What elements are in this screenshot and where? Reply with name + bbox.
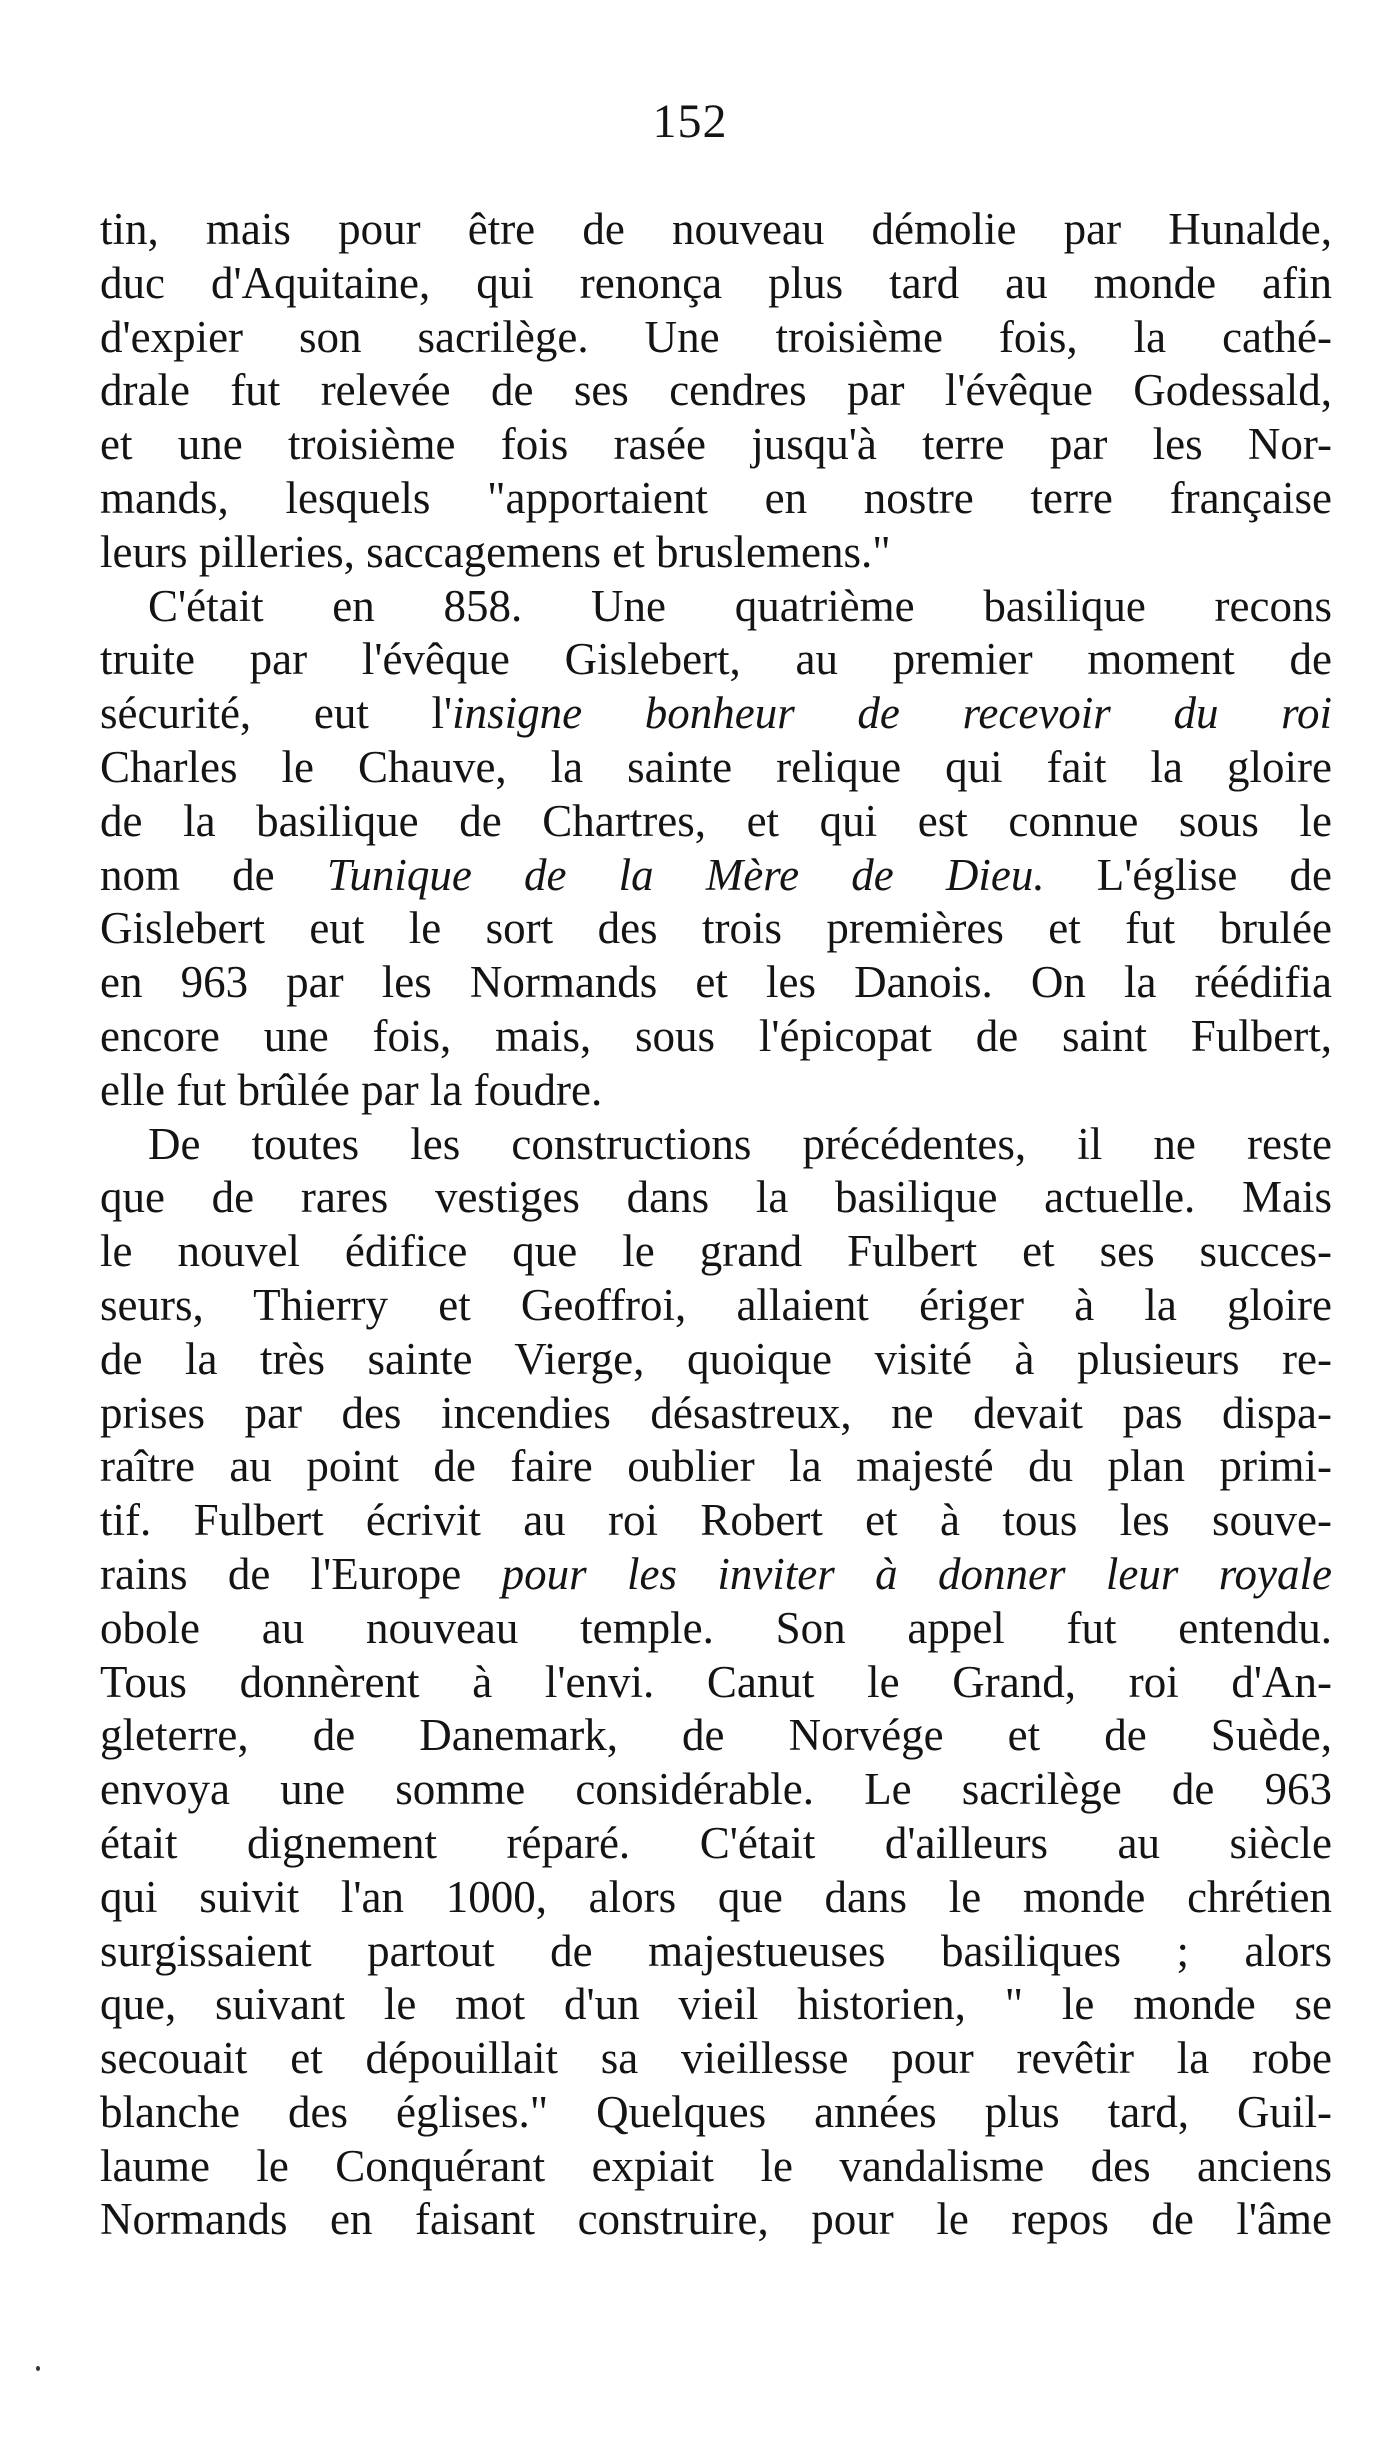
text-span: L'église de xyxy=(1044,849,1332,900)
text-line: et une troisième fois rasée jusqu'à terre par les Nor- xyxy=(100,419,1332,470)
text-line: Tous donnèrent à l'envi. Canut le Grand, roi d'An- xyxy=(100,1656,1332,1707)
text-line: raître au point de faire oublier la majesté du plan primi- xyxy=(100,1441,1332,1492)
text-line: mands, lesquels "apportaient en nostre terre française xyxy=(100,472,1332,523)
text-line: d'expier son sacrilège. Une troisième fois, la cathé- xyxy=(100,311,1332,362)
text-line: de la très sainte Vierge, quoique visité à plusieurs re- xyxy=(100,1333,1332,1384)
text-line: que de rares vestiges dans la basilique actuelle. Mais xyxy=(100,1172,1332,1223)
text-span: truite par l'évêque Gislebert, au premier moment de xyxy=(100,634,1332,685)
text-line: elle fut brûlée par la foudre. xyxy=(100,1064,603,1115)
text-line: leurs pilleries, saccagemens et bruslemens." xyxy=(100,526,891,577)
text-line: que, suivant le mot d'un vieil historien, " le monde se xyxy=(100,1979,1332,2030)
text-line: laume le Conquérant expiait le vandalisme des anciens xyxy=(100,2140,1332,2191)
text-line: secouait et dépouillait sa vieillesse pour revêtir la robe xyxy=(100,2033,1332,2084)
text-line: surgissaient partout de majestueuses basiliques ; alors xyxy=(100,1925,1332,1976)
text-line: obole au nouveau temple. Son appel fut entendu. xyxy=(100,1602,1332,1653)
text-line: de la basilique de Chartres, et qui est connue sous le xyxy=(100,795,1332,846)
text-line: qui suivit l'an 1000, alors que dans le monde chrétien xyxy=(100,1871,1332,1922)
text-line: gleterre, de Danemark, de Norvége et de Suède, xyxy=(100,1710,1332,1761)
text-line: blanche des églises." Quelques années plus tard, Guil- xyxy=(100,2086,1332,2137)
text-line: le nouvel édifice que le grand Fulbert et ses succes- xyxy=(100,1226,1332,1277)
text-span: nom de xyxy=(100,849,327,900)
text-line: Charles le Chauve, la sainte relique qui fait la gloire xyxy=(100,741,1332,792)
text-line: était dignement réparé. C'était d'ailleurs au siècle xyxy=(100,1817,1332,1868)
text-span: sécurité, eut l' xyxy=(100,688,453,739)
text-line: Gislebert eut le sort des trois premières et fut brulée xyxy=(100,903,1332,954)
italic-span: insigne bonheur de recevoir du roi xyxy=(452,688,1333,739)
text-line: envoya une somme considérable. Le sacrilège de 963 xyxy=(100,1764,1332,1815)
text-line xyxy=(100,1548,1332,1602)
text-line: encore une fois, mais, sous l'épicopat de saint Fulbert, xyxy=(100,1010,1332,1061)
text-line xyxy=(100,849,1332,903)
text-span: rains de l'Europe xyxy=(100,1548,502,1599)
page-number: 152 xyxy=(652,95,728,148)
text-line: en 963 par les Normands et les Danois. On la réédifia xyxy=(100,957,1332,1008)
text-line: De toutes les constructions précédentes, il ne reste xyxy=(148,1118,1332,1169)
body-text xyxy=(100,203,1332,2247)
text-line xyxy=(100,687,1332,741)
text-line: tif. Fulbert écrivit au roi Robert et à tous les souve- xyxy=(100,1495,1332,1546)
ink-speck xyxy=(36,2366,40,2371)
text-line: C'était en 858. Une quatrième basilique recons xyxy=(148,580,1332,631)
text-line xyxy=(100,633,1332,687)
italic-span: Tunique de la Mère de Dieu. xyxy=(326,849,1045,900)
text-line: seurs, Thierry et Geoffroi, allaient ériger à la gloire xyxy=(100,1279,1332,1330)
text-line: Normands en faisant construire, pour le repos de l'âme xyxy=(100,2194,1332,2245)
text-line: prises par des incendies désastreux, ne devait pas dispa- xyxy=(100,1387,1332,1438)
text-line: tin, mais pour être de nouveau démolie par Hunalde, xyxy=(100,204,1332,254)
text-line: duc d'Aquitaine, qui renonça plus tard au monde afin xyxy=(100,257,1332,308)
text-line: drale fut relevée de ses cendres par l'évêque Godessald, xyxy=(100,365,1332,416)
italic-span: pour les inviter à donner leur royale xyxy=(501,1548,1332,1599)
